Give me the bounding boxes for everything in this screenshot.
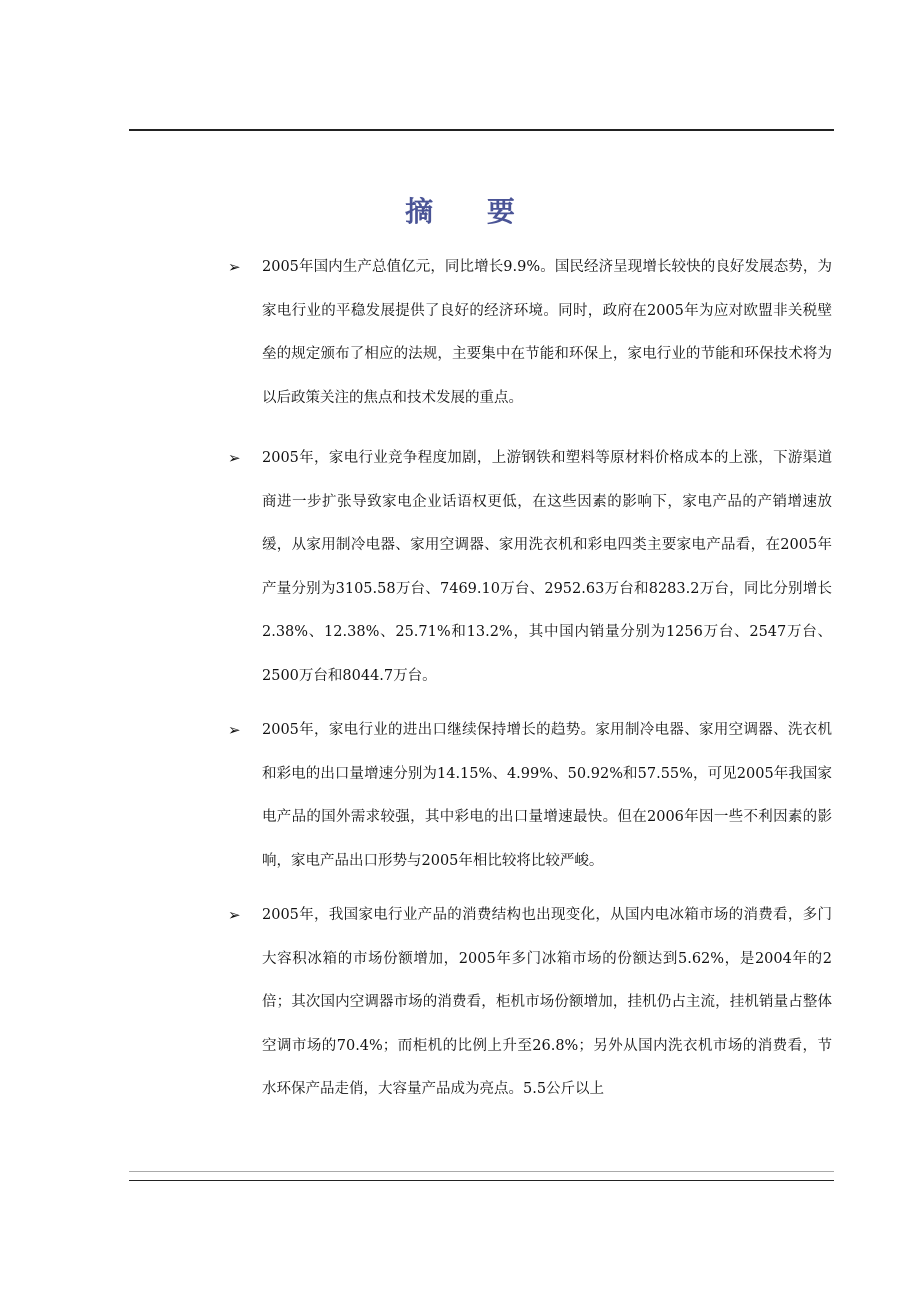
footer-rule (129, 1180, 834, 1181)
header-rule (129, 129, 834, 131)
page-title: 摘 要 (405, 195, 537, 228)
footer-rule-thin (129, 1171, 834, 1172)
arrow-bullet-icon: ➢ (228, 906, 241, 924)
paragraph-1: 2005年国内生产总值亿元，同比增长9.9%。国民经济呈现增长较快的良好发展态势，为家电行业的平稳发展提供了良好的经济环境。同时，政府在2005年为应对欧盟非关税壁垒的规定颁布了相应的法规，主要集中在节能和环保上，家电行业的节能和环保技术将为以后政策关注的焦点和技术发展的重点。 (262, 259, 832, 406)
paragraph-3: 2005年，家电行业的进出口继续保持增长的趋势。家用制冷电器、家用空调器、洗衣机和彩电的出口量增速分别为14.15%、4.99%、50.92%和57.55%，可见2005年我国家电产品的国外需求较强，其中彩电的出口量增速最快。但在2006年因一些不利因素的影响，家电产品出口形势与2005年相比较将比较严峻。 (262, 722, 832, 869)
paragraph-2: 2005年，家电行业竞争程度加剧，上游钢铁和塑料等原材料价格成本的上涨，下游渠道商进一步扩张导致家电企业话语权更低，在这些因素的影响下，家电产品的产销增速放缓，从家用制冷电器、家用空调器、家用洗衣机和彩电四类主要家电产品看，在2005年产量分别为3105.58万台、7469.10万台、2952.63万台和8283.2万台，同比分别增长2.38%、12.38%、25.71%和13.2%，其中国内销量分别为1256万台、2547万台、2500万台和8044.7万台。 (262, 450, 832, 684)
arrow-bullet-icon: ➢ (228, 721, 241, 739)
paragraph-4: 2005年，我国家电行业产品的消费结构也出现变化，从国内电冰箱市场的消费看，多门大容积冰箱的市场份额增加，2005年多门冰箱市场的份额达到5.62%，是2004年的2倍；其次国内空调器市场的消费看，柜机市场份额增加，挂机仍占主流，挂机销量占整体空调市场的70.4%；而柜机的比例上升至26.8%；另外从国内洗衣机市场的消费看，节水环保产品走俏，大容量产品成为亮点。5.5公斤以上 (262, 907, 832, 1097)
arrow-bullet-icon: ➢ (228, 258, 241, 276)
arrow-bullet-icon: ➢ (228, 449, 241, 467)
